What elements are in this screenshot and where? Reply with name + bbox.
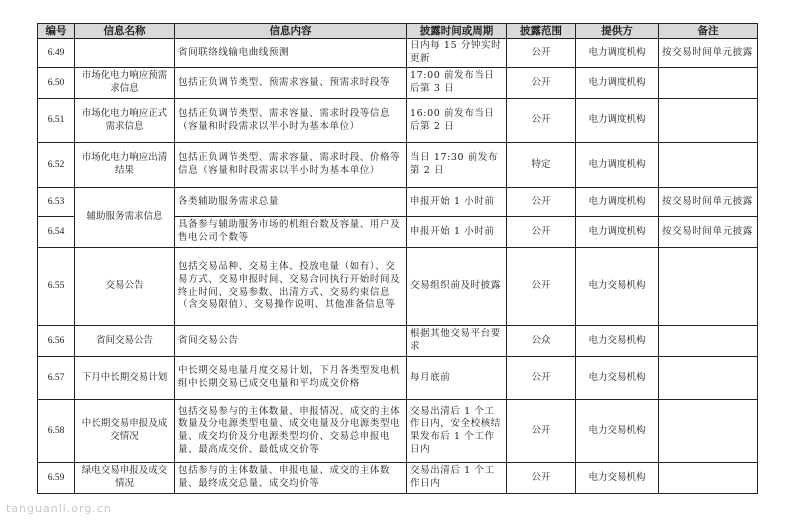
row-time: 每月底前 xyxy=(407,357,507,400)
row-provider: 电力调度机构 xyxy=(576,188,659,217)
row-time: 17:00 前发布当日后第 3 日 xyxy=(407,68,507,99)
row-content: 省间联络线输电曲线预测 xyxy=(175,39,407,68)
row-content: 中长期交易电量月度交易计划，下月各类型发电机组中长期交易已成交电量和平均成交价格 xyxy=(175,357,407,400)
row-provider: 电力调度机构 xyxy=(576,143,659,188)
row-scope: 公开 xyxy=(507,463,576,494)
row-time: 交易出清后 1 个工作日内，安全校核结果发布后 1 个工作日内 xyxy=(407,400,507,463)
table-row xyxy=(38,463,758,494)
row-content: 包括正负调节类型、需求容量、需求时段等信息（容量和时段需求以半小时为基本单位） xyxy=(175,99,407,143)
table-row xyxy=(38,99,758,143)
header-no: 编号 xyxy=(38,24,75,39)
row-provider: 电力交易机构 xyxy=(576,400,659,463)
row-no: 6.59 xyxy=(38,463,75,494)
row-no: 6.55 xyxy=(38,248,75,326)
table-row xyxy=(38,39,758,68)
row-provider: 电力交易机构 xyxy=(576,357,659,400)
row-content: 具备参与辅助服务市场的机组台数及容量、用户及售电公司个数等 xyxy=(175,217,407,248)
row-content: 省间交易公告 xyxy=(175,326,407,357)
row-no: 6.58 xyxy=(38,400,75,463)
row-time: 申报开始 1 小时前 xyxy=(407,188,507,217)
row-provider: 电力交易机构 xyxy=(576,248,659,326)
row-scope: 公开 xyxy=(507,99,576,143)
row-name: 市场化电力响应预需求信息 xyxy=(75,68,175,99)
row-name: 省间交易公告 xyxy=(75,326,175,357)
table-row xyxy=(38,400,758,463)
header-scope: 披露范围 xyxy=(507,24,576,39)
row-content: 包括交易参与的主体数量、申报情况、成交的主体数量及分电源类型电量、成交电量及分电源类型电量、成交均价及分电源类型均价、交易总申报电量、最高成交价、最低成交价等 xyxy=(175,400,407,463)
row-time: 当日 17:30 前发布第 2 日 xyxy=(407,143,507,188)
row-note xyxy=(659,143,758,188)
row-provider: 电力调度机构 xyxy=(576,217,659,248)
header-note: 备注 xyxy=(659,24,758,39)
row-name: 市场化电力响应出清结果 xyxy=(75,143,175,188)
row-content: 包括参与的主体数量、申报电量、成交的主体数量、最终成交总量、成交均价等 xyxy=(175,463,407,494)
table-row xyxy=(38,68,758,99)
row-name: 辅助服务需求信息 xyxy=(75,188,175,248)
header-provider: 提供方 xyxy=(576,24,659,39)
row-note xyxy=(659,463,758,494)
row-note xyxy=(659,400,758,463)
row-no: 6.49 xyxy=(38,39,75,68)
row-no: 6.52 xyxy=(38,143,75,188)
row-scope: 公开 xyxy=(507,357,576,400)
row-time: 16:00 前发布当日后第 2 日 xyxy=(407,99,507,143)
row-scope: 公开 xyxy=(507,400,576,463)
row-scope: 公开 xyxy=(507,188,576,217)
row-no: 6.53 xyxy=(38,188,75,217)
table-row xyxy=(38,248,758,326)
row-time: 交易组织前及时披露 xyxy=(407,248,507,326)
row-note: 按交易时间单元披露 xyxy=(659,217,758,248)
row-note xyxy=(659,68,758,99)
row-scope: 公开 xyxy=(507,68,576,99)
row-no: 6.51 xyxy=(38,99,75,143)
row-scope: 公开 xyxy=(507,248,576,326)
header-content: 信息内容 xyxy=(175,24,407,39)
row-no: 6.50 xyxy=(38,68,75,99)
table-row xyxy=(38,357,758,400)
row-provider: 电力调度机构 xyxy=(576,39,659,68)
row-no: 6.56 xyxy=(38,326,75,357)
row-note xyxy=(659,357,758,400)
row-scope: 特定 xyxy=(507,143,576,188)
row-no: 6.57 xyxy=(38,357,75,400)
watermark: tanguanli.org.cn xyxy=(6,502,112,515)
table-row xyxy=(38,326,758,357)
row-content: 包括交易品种、交易主体、投放电量（如有）、交易方式、交易申报时间、交易合同执行开始时间及终止时间、交易参数、出清方式、交易约束信息（含交易限值）、交易操作说明、其他准备信息等 xyxy=(175,248,407,326)
table-row xyxy=(38,143,758,188)
row-scope: 公开 xyxy=(507,39,576,68)
row-note xyxy=(659,248,758,326)
row-name xyxy=(75,39,175,68)
row-content: 包括正负调节类型、需求容量、需求时段、价格等信息（容量和时段需求以半小时为基本单位） xyxy=(175,143,407,188)
row-scope: 公众 xyxy=(507,326,576,357)
row-time: 日内每 15 分钟实时更新 xyxy=(407,39,507,68)
row-time: 申报开始 1 小时前 xyxy=(407,217,507,248)
row-content: 包括正负调节类型、预需求容量、预需求时段等 xyxy=(175,68,407,99)
row-time: 根据其他交易平台要求 xyxy=(407,326,507,357)
row-note: 按交易时间单元披露 xyxy=(659,39,758,68)
row-name: 市场化电力响应正式需求信息 xyxy=(75,99,175,143)
row-time: 交易出清后 1 个工作日内 xyxy=(407,463,507,494)
table-row xyxy=(38,188,758,217)
row-name: 交易公告 xyxy=(75,248,175,326)
row-name: 中长期交易申报及成交情况 xyxy=(75,400,175,463)
row-note xyxy=(659,99,758,143)
row-provider: 电力调度机构 xyxy=(576,68,659,99)
info-disclosure-table xyxy=(37,23,758,494)
row-note xyxy=(659,326,758,357)
header-time: 披露时间或周期 xyxy=(407,24,507,39)
row-name: 绿电交易申报及成交情况 xyxy=(75,463,175,494)
header-row xyxy=(38,24,758,39)
row-name: 下月中长期交易计划 xyxy=(75,357,175,400)
header-name: 信息名称 xyxy=(75,24,175,39)
row-provider: 电力交易机构 xyxy=(576,463,659,494)
row-provider: 电力调度机构 xyxy=(576,99,659,143)
row-provider: 电力交易机构 xyxy=(576,326,659,357)
row-scope: 公开 xyxy=(507,217,576,248)
row-content: 各类辅助服务需求总量 xyxy=(175,188,407,217)
row-note: 按交易时间单元披露 xyxy=(659,188,758,217)
row-no: 6.54 xyxy=(38,217,75,248)
